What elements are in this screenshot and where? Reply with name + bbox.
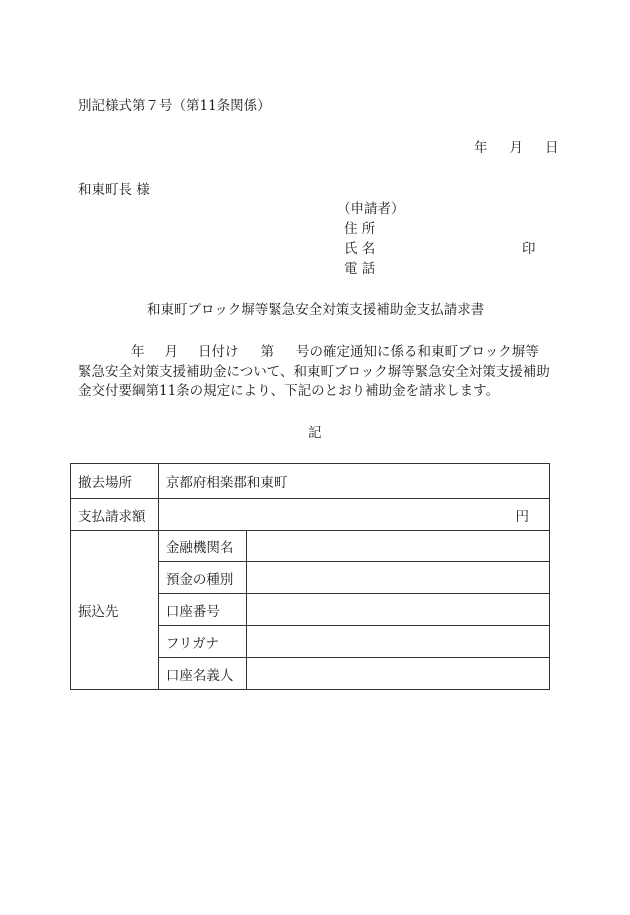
applicant-heading: （申請者） <box>337 201 405 217</box>
account-number-field[interactable] <box>246 594 549 626</box>
body-line-3: 金交付要綱第11条の規定により、下記のとおり補助金を請求します。 <box>78 383 500 399</box>
bank-name-label: 金融機関名 <box>158 531 246 562</box>
table-row-amount <box>71 499 550 531</box>
table-row <box>71 531 550 562</box>
account-number-label: 口座番号 <box>158 594 246 626</box>
table-row-location <box>71 464 550 499</box>
location-label: 撤去場所 <box>71 464 159 499</box>
date-month: 月 <box>509 140 523 156</box>
amount-label: 支払請求額 <box>71 499 159 531</box>
claim-table <box>70 463 550 690</box>
location-value[interactable]: 京都府相楽郡和東町 <box>158 464 549 499</box>
seal-mark: 印 <box>522 241 536 257</box>
furigana-label: フリガナ <box>158 626 246 658</box>
date-day: 日 <box>545 140 559 156</box>
form-number: 別記様式第７号（第11条関係） <box>78 98 271 114</box>
amount-field[interactable]: 円 <box>158 499 549 531</box>
address-label: 住 所 <box>344 221 376 237</box>
recipient: 和東町長 様 <box>78 182 150 198</box>
phone-label: 電 話 <box>344 261 376 277</box>
deposit-type-field[interactable] <box>246 562 549 594</box>
furigana-field[interactable] <box>246 626 549 658</box>
date-year: 年 <box>474 140 488 156</box>
body-line-2: 緊急安全対策支援補助金について、和東町ブロック塀等緊急安全対策支援補助 <box>78 364 550 380</box>
document-title: 和東町ブロック塀等緊急安全対策支援補助金支払請求書 <box>147 302 485 318</box>
ki-heading: 記 <box>308 425 322 441</box>
account-holder-field[interactable] <box>246 658 549 690</box>
body-line-1: 年 月 日付け 第 号の確定通知に係る和東町ブロック塀等 <box>131 344 539 360</box>
account-holder-label: 口座名義人 <box>158 658 246 690</box>
transfer-label: 振込先 <box>71 531 159 690</box>
bank-name-field[interactable] <box>246 531 549 562</box>
name-label: 氏 名 <box>344 241 376 257</box>
deposit-type-label: 預金の種別 <box>158 562 246 594</box>
date-line <box>474 142 559 156</box>
